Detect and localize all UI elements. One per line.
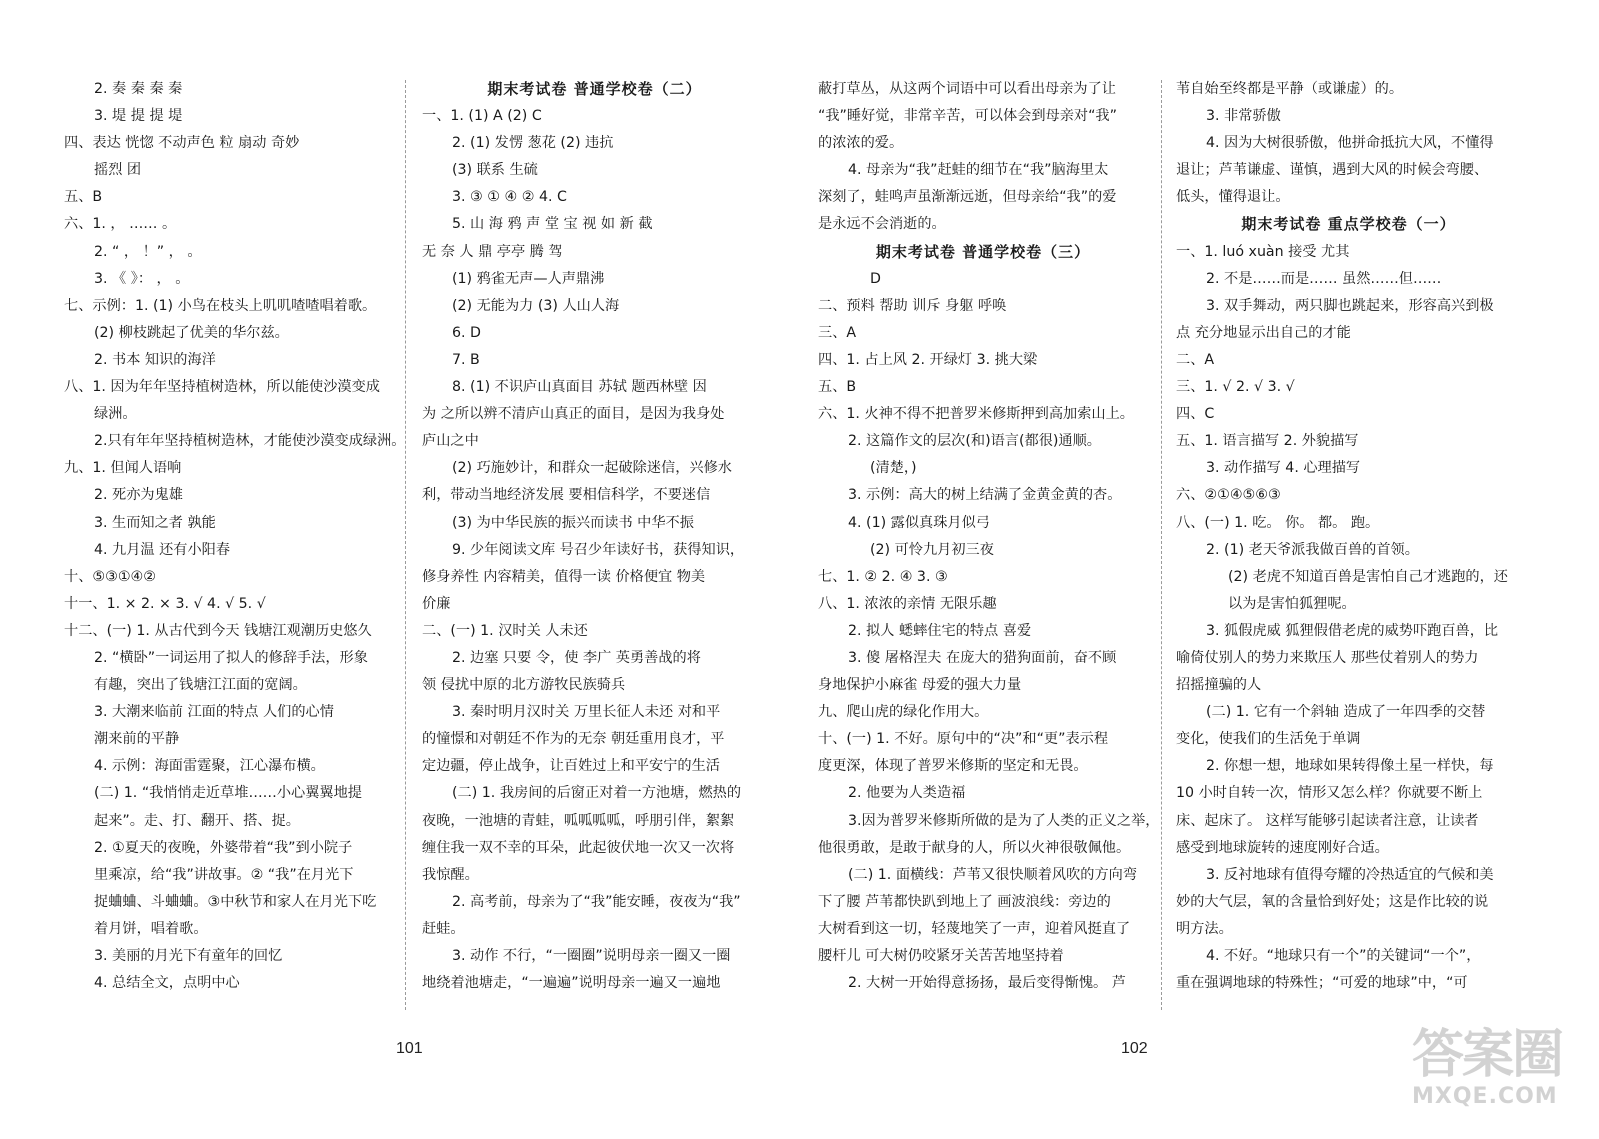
answer-line: 妙的大气层，氧的含量恰到好处；这是作比较的说: [1176, 893, 1489, 910]
answer-line: 十、⑤③①④②: [64, 568, 156, 585]
answer-line: (二) 1. 面横线：芦苇又很快顺着风吹的方向弯: [848, 866, 1138, 883]
section-title: 期末考试卷 普通学校卷（三）: [875, 242, 1091, 261]
answer-line: (清楚，): [870, 460, 917, 477]
answer-line: 领 侵扰中原的北方游牧民族骑兵: [422, 677, 626, 694]
column-divider-left: [405, 80, 406, 1010]
answer-line: 六、②①④⑤⑥③: [1176, 487, 1281, 504]
answer-line: 利，带动当地经济发展 要相信科学，不要迷信: [422, 487, 711, 504]
answer-line: D: [870, 270, 881, 287]
answer-line: 起来”。走、打、翻开、搭、捉。: [94, 812, 300, 829]
answer-line: 点 充分地显示出自己的才能: [1176, 324, 1351, 341]
answer-line: 3. 动作 不行，“一圈圈”说明母亲一圈又一圈: [452, 948, 731, 964]
answer-line: 8. (1) 不识庐山真面目 苏轼 题西林壁 因: [452, 379, 707, 396]
watermark-url: MXQE.COM: [1412, 1084, 1558, 1109]
answer-line: (二) 1. 它有一个斜轴 造成了一年四季的交替: [1206, 704, 1486, 721]
answer-line: 2. 死亦为鬼雄: [94, 487, 183, 504]
answer-line: 感受到地球旋转的速度刚好合适。: [1176, 839, 1389, 856]
answer-line: (2) 巧施妙计，和群众一起破除迷信，兴修水: [452, 460, 732, 477]
answer-line: 四、表达 恍惚 不动声色 粒 扇动 奇妙: [64, 135, 300, 152]
answer-line: 床、起床了。 这样写能够引起读者注意，让读者: [1176, 812, 1479, 829]
answer-line: 摇烈 团: [94, 162, 142, 179]
answer-line: 10 小时自转一次，情形又怎么样？你就要不断上: [1176, 785, 1483, 802]
answer-line: 捉蛐蛐、斗蛐蛐。③中秋节和家人在月光下吃: [94, 893, 377, 910]
answer-line: 3.因为普罗米修斯所做的是为了人类的正义之举，: [848, 812, 1160, 829]
answer-line: 4. (1) 露似真珠月似弓: [848, 514, 990, 531]
answer-column-1: [64, 76, 406, 997]
answer-line: 明方法。: [1176, 920, 1233, 937]
answer-column-2: [422, 76, 767, 997]
answer-line: 三、A: [818, 324, 857, 341]
answer-line: 九、爬山虎的绿化作用大。: [818, 704, 989, 721]
answer-line: 7. B: [452, 351, 480, 368]
answer-line: 重在强调地球的特殊性；“可爱的地球”中，“可: [1176, 975, 1468, 992]
answer-line: 七、示例：1. (1) 小鸟在枝头上叽叽喳喳唱着歌。: [64, 297, 377, 314]
answer-line: 下了腰 芦苇都快趴到地上了 画波浪线：旁边的: [818, 893, 1111, 910]
answer-line: 身地保护小麻雀 母爱的强大力量: [818, 677, 1022, 694]
column-divider-right: [1161, 80, 1162, 1010]
answer-line: 3. 反衬地球有值得夸耀的冷热适宜的气候和美: [1206, 866, 1494, 883]
section-title: 期末考试卷 普通学校卷（二）: [487, 80, 702, 98]
section-title: 期末考试卷 重点学校卷（一）: [1241, 215, 1456, 234]
answer-line: 为 之所以辨不清庐山真正的面目，是因为我身处: [422, 406, 725, 423]
answer-line: (二) 1. “我悄悄走近草堆……小心翼翼地提: [94, 785, 362, 802]
answer-line: 退让；芦苇谦虚、谨慎，遇到大风的时候会弯腰、: [1176, 162, 1489, 179]
answer-line: 深刻了，蛙鸣声虽渐渐远逝，但母亲给“我”的爱: [818, 189, 1117, 206]
answer-line: (2) 无能为力 (3) 人山人海: [452, 297, 620, 314]
answer-line: 3. ③ ① ④ ② 4. C: [452, 189, 567, 206]
answer-line: 绿洲。: [94, 406, 137, 423]
answer-line: 夜晚，一池塘的青蛙，呱呱呱呱，呼朋引伴，絮絮: [422, 812, 735, 829]
answer-line: 十一、1. × 2. × 3. √ 4. √ 5. √: [64, 595, 266, 612]
answer-line: 4. 示例：海面雷霆聚，江心瀑布横。: [94, 758, 325, 775]
answer-line: (二) 1. 我房间的后窗正对着一方池塘，燃热的: [452, 785, 742, 802]
answer-line: 有趣，突出了钱塘江江面的宽阔。: [94, 677, 307, 694]
answer-line: 3. 大潮来临前 江面的特点 人们的心情: [94, 704, 334, 721]
watermark-mark: 答案圈: [1412, 1025, 1563, 1085]
answer-line: 十二、(一) 1. 从古代到今天 钱塘江观潮历史悠久: [64, 622, 372, 639]
answer-line: 9. 少年阅读文库 号召少年读好书，获得知识，: [452, 541, 745, 558]
answer-line: 二、预料 帮助 训斥 身躯 呼唤: [818, 297, 1007, 314]
answer-line: 赶蛙。: [422, 920, 465, 937]
answer-line: 我惊醒。: [422, 866, 479, 883]
answer-line: 一、1. luó xuàn 接受 尤其: [1176, 243, 1350, 260]
answer-line: 三、1. √ 2. √ 3. √: [1176, 379, 1295, 396]
answer-line: 地绕着池塘走，“一遍遍”说明母亲一遍又一遍地: [422, 975, 721, 992]
answer-line: 2. 边塞 只要 令，使 李广 英勇善战的将: [452, 649, 701, 666]
answer-line: 大树看到这一切，轻蔑地笑了一声，迎着风挺直了: [818, 920, 1131, 937]
answer-line: 2. 大树一开始得意扬扬，最后变得惭愧。 芦: [848, 975, 1126, 992]
answer-line: 3. 傻 屠格涅夫 在庞大的猎狗面前，奋不顾: [848, 649, 1117, 666]
answer-line: 4. 总结全文，点明中心: [94, 975, 240, 992]
answer-line: 2. 他要为人类造福: [848, 785, 966, 802]
answer-line: 腰杆儿 可大树仍咬紧牙关苦苦地坚持着: [818, 948, 1064, 964]
answer-line: 八、1. 浓浓的亲情 无限乐趣: [818, 595, 997, 612]
answer-line: 苇自始至终都是平静（或谦虚）的。: [1176, 81, 1404, 97]
answer-line: (3) 联系 生硫: [452, 162, 538, 179]
answer-line: 八、(一) 1. 吃。 你。 都。 跑。: [1176, 514, 1380, 531]
answer-line: 3. 狐假虎威 狐狸假借老虎的威势吓跑百兽，比: [1206, 622, 1499, 639]
answer-column-4: [1176, 76, 1521, 997]
answer-line: 二、A: [1176, 351, 1215, 368]
answer-line: 五、B: [818, 379, 857, 396]
answer-line: 里乘凉，给“我”讲故事。② “我”在月光下: [94, 866, 354, 883]
answer-line: 九、1. 但闻人语响: [64, 460, 182, 477]
answer-line: 2. “横卧”一词运用了拟人的修辞手法，形象: [94, 649, 368, 666]
answer-line: 喻倚仗别人的势力来欺压人 那些仗着别人的势力: [1176, 649, 1479, 666]
answer-line: 他很勇敢，是敢于献身的人，所以火神很敬佩他。: [818, 839, 1131, 856]
answer-line: 是永远不会消逝的。: [818, 216, 946, 233]
answer-line: 4. 不好。“地球只有一个”的关键词“一个”，: [1206, 948, 1481, 964]
answer-line: 2. (1) 老天爷派我做百兽的首领。: [1206, 541, 1419, 558]
answer-line: 八、1. 因为年年坚持植树造林，所以能使沙漠变成: [64, 379, 380, 396]
answer-line: 二、(一) 1. 汉时关 人未还: [422, 622, 588, 639]
answer-line: 2.只有年年坚持植树造林，才能使沙漠变成绿洲。: [94, 433, 406, 450]
answer-line: 招摇撞骗的人: [1176, 677, 1262, 694]
answer-line: 3. 美丽的月光下有童年的回忆: [94, 948, 283, 964]
answer-line: 的浓浓的爱。: [818, 135, 904, 152]
page-number-left: 101: [396, 1040, 423, 1057]
answer-line: 3. 《 》： ， 。: [94, 270, 190, 287]
answer-line: 四、C: [1176, 406, 1215, 423]
answer-line: 修身养性 内容精美，值得一读 价格便宜 物美: [422, 568, 706, 585]
answer-line: 4. 九月温 还有小阳春: [94, 541, 231, 558]
answer-line: 六、1. 火神不得不把普罗米修斯押到高加索山上。: [818, 406, 1134, 423]
answer-line: 低头，懂得退让。: [1176, 189, 1290, 206]
answer-line: 价廉: [422, 595, 451, 612]
answer-line: 以为是害怕狐狸呢。: [1228, 595, 1356, 612]
answer-line: (2) 柳枝跳起了优美的华尔兹。: [94, 324, 289, 341]
answer-line: 缠住我一双不幸的耳朵，此起彼伏地一次又一次将: [422, 839, 735, 856]
answer-line: 四、1. 占上风 2. 开绿灯 3. 挑大梁: [818, 351, 1038, 368]
answer-line: 着月饼，唱着歌。: [94, 920, 208, 937]
watermark-logo: [1412, 1026, 1562, 1116]
answer-line: 2. “ ， ！” ， 。: [94, 243, 202, 260]
answer-line: 变化，使我们的生活免于单调: [1176, 731, 1361, 748]
answer-line: 4. 因为大树很骄傲，他拼命抵抗大风，不懂得: [1206, 135, 1494, 152]
answer-line: 3. 动作描写 4. 心理描写: [1206, 460, 1361, 477]
answer-line: 庐山之中: [422, 433, 479, 450]
answer-line: 3. 生而知之者 孰能: [94, 514, 216, 531]
answer-line: (1) 鸦雀无声—人声鼎沸: [452, 270, 605, 287]
answer-line: (2) 老虎不知道百兽是害怕自己才逃跑的，还: [1228, 568, 1508, 585]
answer-line: 2. 高考前，母亲为了“我”能安睡，夜夜为“我”: [452, 893, 741, 910]
answer-line: (3) 为中华民族的振兴而读书 中华不振: [452, 514, 694, 531]
page-number-right: 102: [1121, 1040, 1148, 1057]
answer-line: (2) 可怜九月初三夜: [870, 541, 994, 558]
answer-column-3: [818, 76, 1160, 997]
answer-line: 6. D: [452, 324, 481, 341]
answer-line: 七、1. ② 2. ④ 3. ③: [818, 568, 948, 585]
answer-line: 3. 非常骄傲: [1206, 108, 1281, 125]
answer-line: 2. 不是……而是…… 虽然……但……: [1206, 270, 1442, 287]
answer-line: 五、B: [64, 189, 103, 206]
answer-line: 3. 秦时明月汉时关 万里长征人未还 对和平: [452, 704, 721, 721]
answer-line: 2. ①夏天的夜晚，外婆带着“我”到小院子: [94, 839, 353, 856]
answer-line: 4. 母亲为“我”赶蛙的细节在“我”脑海里太: [848, 162, 1109, 179]
answer-line: 度更深，体现了普罗米修斯的坚定和无畏。: [818, 758, 1088, 775]
answer-line: 2. 拟人 蟋蟀住宅的特点 喜爱: [848, 622, 1032, 639]
answer-line: 3. 双手舞动，两只脚也跳起来，形容高兴到极: [1206, 297, 1494, 314]
answer-line: 2. 这篇作文的层次(和)语言(都很)通顺。: [848, 433, 1102, 450]
answer-line: 一、1. (1) A (2) C: [422, 108, 542, 125]
answer-line: 3. 示例：高大的树上结满了金黄金黄的杏。: [848, 487, 1122, 504]
answer-line: 蔽打草丛，从这两个词语中可以看出母亲为了让: [818, 81, 1116, 97]
answer-line: 2. 奏 秦 秦 秦: [94, 81, 183, 97]
answer-line: 定边疆，停止战争，让百姓过上和平安宁的生活: [422, 758, 720, 775]
answer-line: 十、(一) 1. 不好。原句中的“决”和“更”表示程: [818, 731, 1109, 748]
answer-line: 六、1. ， …… 。: [64, 216, 177, 233]
answer-line: “我”睡好觉，非常辛苦，可以体会到母亲对“我”: [818, 108, 1117, 125]
answer-line: 5. 山 海 鸦 声 堂 宝 视 如 新 截: [452, 216, 653, 233]
answer-line: 的憧憬和对朝廷不作为的无奈 朝廷重用良才，平: [422, 731, 725, 748]
answer-line: 无 奈 人 鼎 亭亭 腾 驾: [422, 243, 563, 260]
answer-line: 2. (1) 发愣 葱花 (2) 违抗: [452, 135, 614, 152]
answer-line: 2. 你想一想，地球如果转得像土星一样快，每: [1206, 758, 1494, 775]
answer-line: 3. 堤 提 提 堤: [94, 108, 183, 125]
answer-line: 2. 书本 知识的海洋: [94, 351, 216, 368]
answer-line: 潮来前的平静: [94, 731, 180, 748]
answer-line: 五、1. 语言描写 2. 外貌描写: [1176, 433, 1359, 450]
